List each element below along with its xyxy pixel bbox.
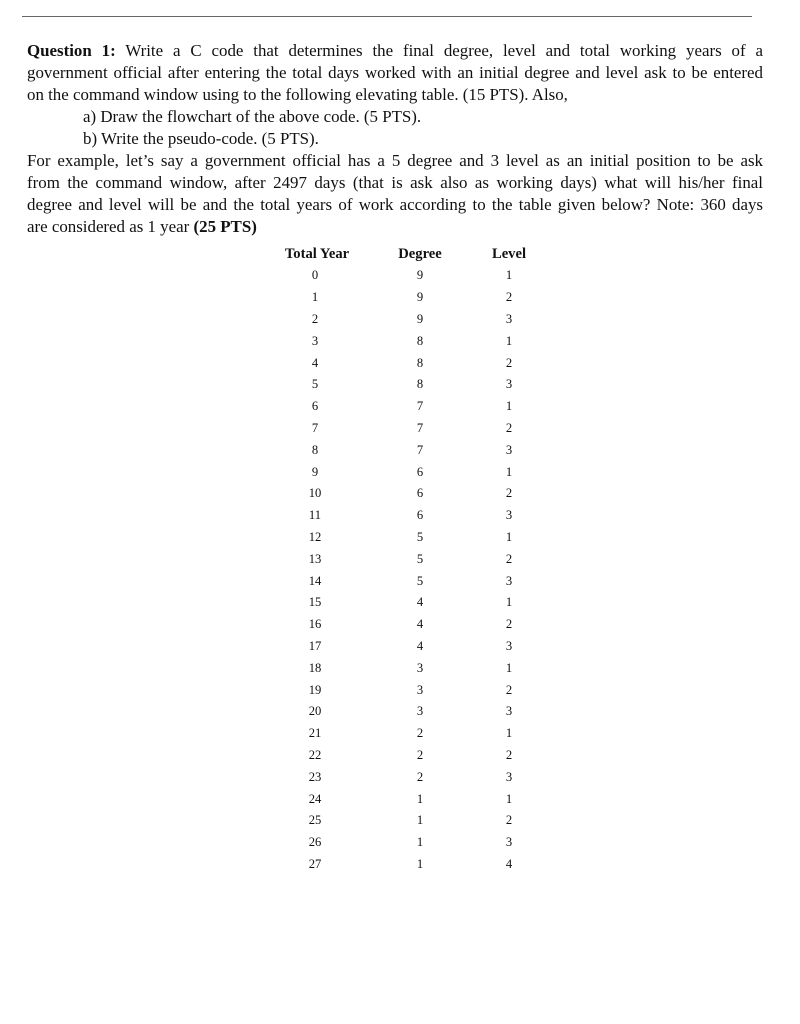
cell-level: 2 — [505, 420, 513, 435]
cell-level: 1 — [505, 399, 513, 414]
cell-total-year: 5 — [311, 377, 319, 392]
cell-degree: 8 — [416, 377, 424, 392]
cell-total-year: 1 — [311, 290, 319, 305]
cell-total-year: 6 — [311, 399, 319, 414]
table-row — [262, 701, 546, 723]
cell-total-year: 11 — [308, 508, 322, 523]
example-line-3: degree and level will be and the total years of work according to the table given below? Note: 360 days — [27, 195, 763, 214]
table-row — [262, 374, 546, 396]
cell-degree: 6 — [416, 486, 424, 501]
cell-degree: 3 — [416, 704, 424, 719]
cell-degree: 3 — [416, 660, 424, 675]
cell-degree: 7 — [416, 399, 424, 414]
cell-total-year: 10 — [308, 486, 322, 501]
header-degree: Degree — [398, 245, 442, 262]
cell-total-year: 13 — [308, 551, 322, 566]
cell-total-year: 24 — [308, 791, 322, 806]
cell-degree: 6 — [416, 464, 424, 479]
table-row — [262, 287, 546, 309]
table-row — [262, 418, 546, 440]
cell-level: 3 — [505, 311, 513, 326]
cell-total-year: 4 — [311, 355, 319, 370]
cell-total-year: 15 — [308, 595, 322, 610]
table-row — [262, 832, 546, 854]
header-total-year: Total Year — [284, 245, 350, 262]
example-line-4: are considered as 1 year (25 PTS) — [27, 217, 257, 236]
cell-level: 1 — [505, 791, 513, 806]
cell-degree: 7 — [416, 420, 424, 435]
question-heading: Question 1: — [27, 41, 116, 60]
cell-degree: 8 — [416, 333, 424, 348]
cell-degree: 5 — [416, 551, 424, 566]
example-line-2: from the command window, after 2497 days (that is ask also as working days) what will his/her final — [27, 173, 763, 192]
table-row — [262, 679, 546, 701]
cell-level: 1 — [505, 726, 513, 741]
cell-degree: 2 — [416, 747, 424, 762]
cell-level: 2 — [505, 682, 513, 697]
points-label: (25 PTS) — [193, 217, 257, 236]
table-body — [262, 265, 546, 875]
cell-degree: 1 — [416, 835, 424, 850]
cell-degree: 1 — [416, 813, 424, 828]
table-row — [262, 439, 546, 461]
cell-total-year: 17 — [308, 638, 322, 653]
cell-total-year: 2 — [311, 311, 319, 326]
cell-degree: 9 — [416, 268, 424, 283]
table-row — [262, 810, 546, 832]
table-row — [262, 614, 546, 636]
cell-total-year: 9 — [311, 464, 319, 479]
cell-degree: 1 — [416, 856, 424, 871]
cell-level: 2 — [505, 486, 513, 501]
table-row — [262, 548, 546, 570]
cell-level: 1 — [505, 333, 513, 348]
cell-total-year: 26 — [308, 835, 322, 850]
table-row — [262, 483, 546, 505]
table-row — [262, 766, 546, 788]
cell-level: 3 — [505, 573, 513, 588]
cell-total-year: 27 — [308, 856, 322, 871]
cell-level: 2 — [505, 617, 513, 632]
cell-level: 3 — [505, 835, 513, 850]
table-row — [262, 461, 546, 483]
cell-level: 1 — [505, 529, 513, 544]
cell-degree: 4 — [416, 595, 424, 610]
question-line-2: government official after entering the total days worked with an initial degree and level ask to be entered — [27, 63, 763, 82]
cell-level: 3 — [505, 508, 513, 523]
cell-total-year: 23 — [308, 769, 322, 784]
table-row — [262, 309, 546, 331]
part-a: a) Draw the flowchart of the above code. (5 PTS). — [83, 107, 422, 126]
question-line-3: on the command window using to the following elevating table. (15 PTS). Also, — [27, 85, 568, 104]
table-row — [262, 592, 546, 614]
cell-total-year: 22 — [308, 747, 322, 762]
table-row — [262, 657, 546, 679]
cell-total-year: 14 — [308, 573, 322, 588]
cell-degree: 9 — [416, 290, 424, 305]
cell-total-year: 25 — [308, 813, 322, 828]
table-row — [262, 745, 546, 767]
table-row — [262, 788, 546, 810]
cell-level: 1 — [505, 464, 513, 479]
cell-total-year: 20 — [308, 704, 322, 719]
table-header-row — [262, 243, 546, 265]
cell-level: 1 — [505, 595, 513, 610]
question-line-1: Question 1: Write a C code that determines the final degree, level and total working years of a — [27, 41, 763, 60]
cell-total-year: 8 — [311, 442, 319, 457]
cell-total-year: 7 — [311, 420, 319, 435]
cell-total-year: 0 — [311, 268, 319, 283]
table-row — [262, 854, 546, 876]
question-text — [27, 40, 763, 238]
cell-degree: 9 — [416, 311, 424, 326]
cell-total-year: 18 — [308, 660, 322, 675]
top-rule — [22, 16, 752, 17]
table-row — [262, 265, 546, 287]
cell-degree: 8 — [416, 355, 424, 370]
cell-degree: 6 — [416, 508, 424, 523]
example-line-1: For example, let’s say a government official has a 5 degree and 3 level as an initial position to be ask — [27, 151, 763, 170]
cell-total-year: 21 — [308, 726, 322, 741]
table-row — [262, 570, 546, 592]
cell-level: 2 — [505, 813, 513, 828]
header-level: Level — [491, 245, 527, 262]
cell-degree: 5 — [416, 529, 424, 544]
elevating-table — [262, 243, 546, 875]
cell-degree: 5 — [416, 573, 424, 588]
cell-level: 3 — [505, 704, 513, 719]
cell-total-year: 19 — [308, 682, 322, 697]
cell-degree: 3 — [416, 682, 424, 697]
cell-level: 1 — [505, 268, 513, 283]
cell-level: 4 — [505, 856, 513, 871]
table-row — [262, 396, 546, 418]
cell-level: 3 — [505, 442, 513, 457]
cell-level: 3 — [505, 638, 513, 653]
cell-level: 2 — [505, 747, 513, 762]
cell-total-year: 16 — [308, 617, 322, 632]
cell-degree: 4 — [416, 617, 424, 632]
cell-degree: 2 — [416, 769, 424, 784]
table-row — [262, 723, 546, 745]
table-row — [262, 330, 546, 352]
cell-level: 2 — [505, 551, 513, 566]
cell-level: 3 — [505, 377, 513, 392]
cell-degree: 7 — [416, 442, 424, 457]
cell-total-year: 12 — [308, 529, 322, 544]
part-b: b) Write the pseudo-code. (5 PTS). — [83, 129, 319, 148]
cell-level: 1 — [505, 660, 513, 675]
cell-level: 2 — [505, 290, 513, 305]
cell-level: 2 — [505, 355, 513, 370]
table-row — [262, 527, 546, 549]
cell-degree: 1 — [416, 791, 424, 806]
cell-level: 3 — [505, 769, 513, 784]
table-row — [262, 636, 546, 658]
table-row — [262, 352, 546, 374]
cell-degree: 4 — [416, 638, 424, 653]
table-row — [262, 505, 546, 527]
cell-total-year: 3 — [311, 333, 319, 348]
cell-degree: 2 — [416, 726, 424, 741]
